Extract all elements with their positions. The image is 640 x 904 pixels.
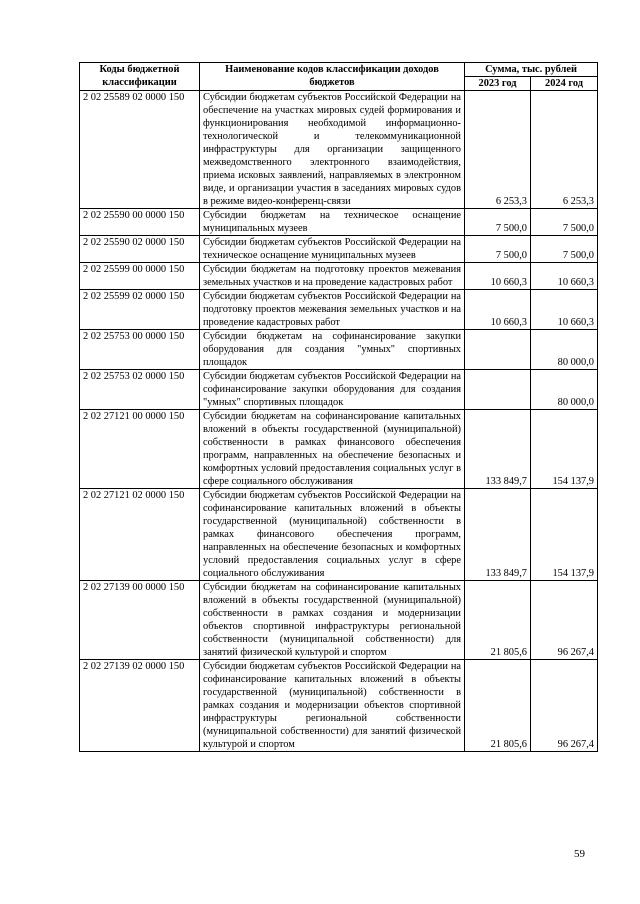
value-2023-cell: 6 253,3 <box>465 91 531 209</box>
value-2024-cell: 96 267,4 <box>531 581 598 660</box>
table-row <box>80 236 598 263</box>
header-sum: Сумма, тыс. рублей <box>465 63 598 77</box>
value-2023-cell: 10 660,3 <box>465 263 531 290</box>
value-2023-cell: 133 849,7 <box>465 410 531 489</box>
name-cell: Субсидии бюджетам на софинансирование капитальных вложений в объекты государственной (муниципальной) собственности в рамках создания и модернизации объектов спортивной инфраструктуры региональной собственности (муниципальной собственности) для занятий физической культурой и спортом <box>200 581 465 660</box>
code-cell: 2 02 25590 00 0000 150 <box>80 209 200 236</box>
name-cell: Субсидии бюджетам субъектов Российской Федерации на софинансирование закупки оборудования для создания "умных" спортивных площадок <box>200 370 465 410</box>
code-cell: 2 02 25599 00 0000 150 <box>80 263 200 290</box>
table-row <box>80 263 598 290</box>
value-2023-cell <box>465 330 531 370</box>
table-row <box>80 660 598 752</box>
name-cell: Субсидии бюджетам субъектов Российской Федерации на техническое оснащение муниципальных музеев <box>200 236 465 263</box>
name-cell: Субсидии бюджетам субъектов Российской Федерации на обеспечение на участках мировых судей формирования и функционирования необходимой информационно-технологической и телекоммуникационной инфраструктуры для организации защищенного межведомственного электронного взаимодействия, приема исковых заявлений, направляемых в электронном виде, и организации участия в заседаниях мировых судов в режиме видео-конференц-связи <box>200 91 465 209</box>
header-name: Наименование кодов классификации доходов бюджетов <box>200 63 465 91</box>
code-cell: 2 02 25590 02 0000 150 <box>80 236 200 263</box>
table-header-row <box>80 63 598 77</box>
name-cell: Субсидии бюджетам на софинансирование капитальных вложений в объекты государственной (муниципальной) собственности в рамках финансового обеспечения программ, направленных на обеспечение безопасных и комфортных условий предоставления социальных услуг в сфере социального обслуживания <box>200 410 465 489</box>
table-row <box>80 290 598 330</box>
code-cell: 2 02 27139 00 0000 150 <box>80 581 200 660</box>
name-cell: Субсидии бюджетам субъектов Российской Федерации на софинансирование капитальных вложений в объекты государственной (муниципальной) собственности в рамках создания и модернизации объектов спортивной инфраструктуры региональной собственности (муниципальной собственности) для занятий физической культурой и спортом <box>200 660 465 752</box>
value-2023-cell: 21 805,6 <box>465 660 531 752</box>
value-2024-cell: 154 137,9 <box>531 489 598 581</box>
name-cell: Субсидии бюджетам субъектов Российской Федерации на подготовку проектов межевания земельных участков и на проведение кадастровых работ <box>200 290 465 330</box>
table-row <box>80 91 598 209</box>
page-number: 59 <box>574 848 585 860</box>
value-2024-cell: 7 500,0 <box>531 209 598 236</box>
table-row <box>80 581 598 660</box>
header-year-2023: 2023 год <box>465 77 531 91</box>
name-cell: Субсидии бюджетам на подготовку проектов межевания земельных участков и на проведение кадастровых работ <box>200 263 465 290</box>
table-body <box>80 91 598 752</box>
table-row <box>80 489 598 581</box>
value-2023-cell <box>465 370 531 410</box>
value-2023-cell: 7 500,0 <box>465 209 531 236</box>
table-row <box>80 209 598 236</box>
budget-table <box>79 62 598 752</box>
table-row <box>80 370 598 410</box>
value-2024-cell: 10 660,3 <box>531 290 598 330</box>
value-2024-cell: 96 267,4 <box>531 660 598 752</box>
value-2023-cell: 7 500,0 <box>465 236 531 263</box>
value-2024-cell: 7 500,0 <box>531 236 598 263</box>
header-year-2024: 2024 год <box>531 77 598 91</box>
table-row <box>80 330 598 370</box>
table-row <box>80 410 598 489</box>
name-cell: Субсидии бюджетам на техническое оснащение муниципальных музеев <box>200 209 465 236</box>
value-2024-cell: 154 137,9 <box>531 410 598 489</box>
value-2024-cell: 6 253,3 <box>531 91 598 209</box>
value-2024-cell: 10 660,3 <box>531 263 598 290</box>
code-cell: 2 02 27139 02 0000 150 <box>80 660 200 752</box>
code-cell: 2 02 25599 02 0000 150 <box>80 290 200 330</box>
value-2024-cell: 80 000,0 <box>531 370 598 410</box>
value-2024-cell: 80 000,0 <box>531 330 598 370</box>
value-2023-cell: 133 849,7 <box>465 489 531 581</box>
name-cell: Субсидии бюджетам на софинансирование закупки оборудования для создания "умных" спортивных площадок <box>200 330 465 370</box>
code-cell: 2 02 25589 02 0000 150 <box>80 91 200 209</box>
code-cell: 2 02 27121 00 0000 150 <box>80 410 200 489</box>
value-2023-cell: 10 660,3 <box>465 290 531 330</box>
header-codes: Коды бюджетной классификации <box>80 63 200 91</box>
name-cell: Субсидии бюджетам субъектов Российской Федерации на софинансирование капитальных вложений в объекты государственной (муниципальной) собственности в рамках финансового обеспечения программ, направленных на обеспечение безопасных и комфортных условий предоставления социальных услуг в сфере социального обслуживания <box>200 489 465 581</box>
code-cell: 2 02 27121 02 0000 150 <box>80 489 200 581</box>
code-cell: 2 02 25753 02 0000 150 <box>80 370 200 410</box>
code-cell: 2 02 25753 00 0000 150 <box>80 330 200 370</box>
value-2023-cell: 21 805,6 <box>465 581 531 660</box>
